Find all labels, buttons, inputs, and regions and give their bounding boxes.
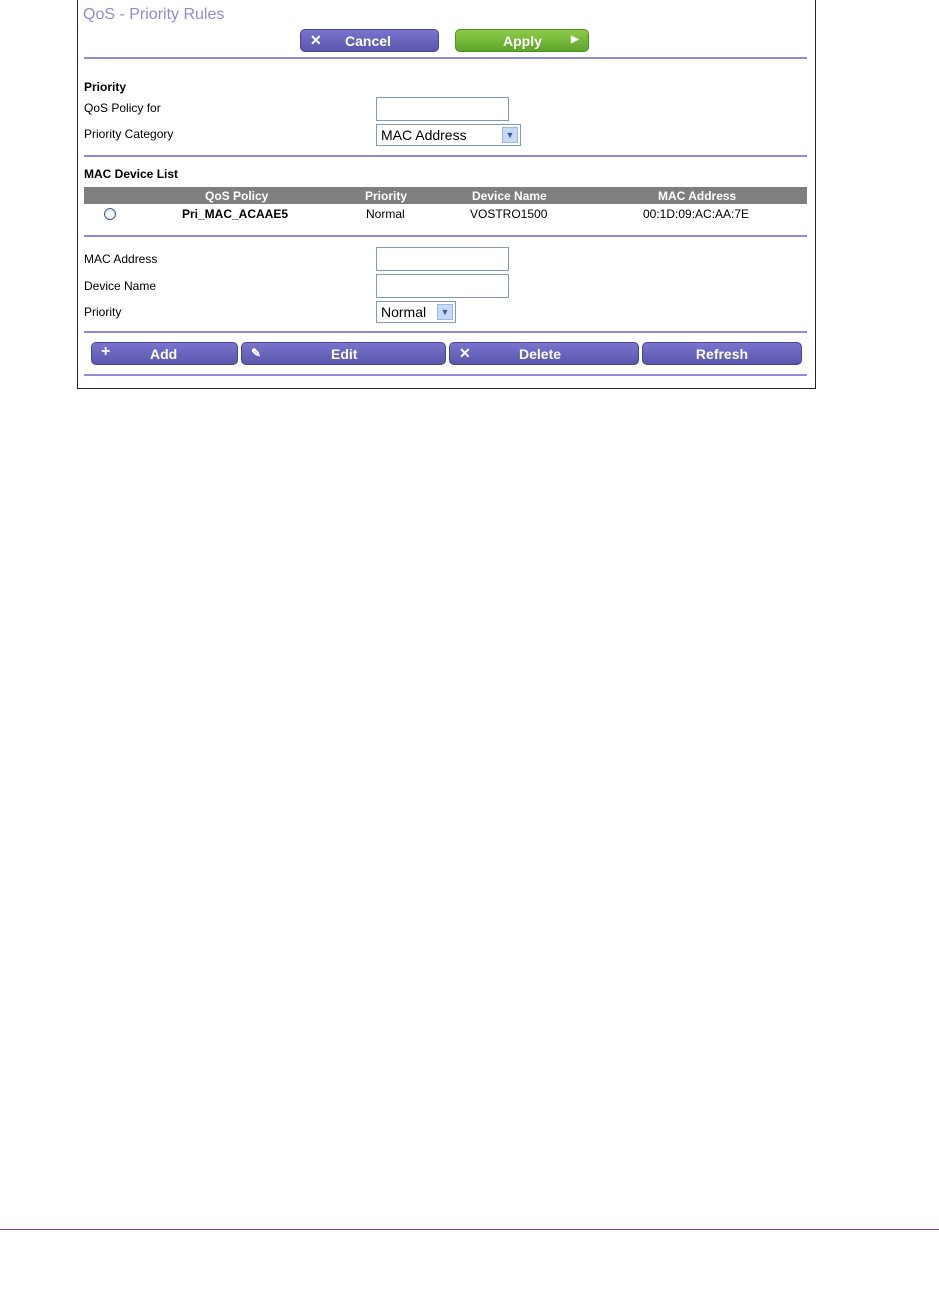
chevron-down-icon: ▼ xyxy=(437,304,453,320)
priority-value: Normal xyxy=(381,304,427,320)
plus-icon: + xyxy=(101,343,111,360)
priority-category-value: MAC Address xyxy=(381,127,467,143)
divider xyxy=(84,155,807,157)
delete-button[interactable] xyxy=(449,342,639,365)
qos-policy-label: QoS Policy for xyxy=(84,101,161,115)
apply-button-label: Apply xyxy=(503,33,542,49)
column-header: QoS Policy xyxy=(205,189,269,203)
priority-category-label: Priority Category xyxy=(84,127,174,141)
edit-button[interactable] xyxy=(241,342,446,365)
add-button[interactable] xyxy=(91,342,238,365)
apply-button[interactable] xyxy=(455,29,589,52)
page-footer-rule xyxy=(0,1229,939,1230)
chevron-down-icon: ▼ xyxy=(502,127,518,143)
row-mac-address: 00:1D:09:AC:AA:7E xyxy=(643,207,750,221)
divider xyxy=(84,374,807,376)
column-header: Device Name xyxy=(472,189,547,203)
play-arrow-icon: ▶ xyxy=(571,34,579,45)
priority-heading: Priority xyxy=(84,80,127,94)
row-qos-policy: Pri_MAC_ACAAE5 xyxy=(182,207,289,221)
device-name-input[interactable] xyxy=(376,274,509,298)
divider xyxy=(84,57,807,59)
qos-priority-rules-panel xyxy=(77,0,816,389)
priority-select[interactable] xyxy=(376,301,456,323)
refresh-button[interactable] xyxy=(642,342,802,365)
refresh-button-label: Refresh xyxy=(695,346,749,362)
mac-address-input[interactable] xyxy=(376,247,509,271)
add-button-label: Add xyxy=(150,346,178,362)
mac-address-label: MAC Address xyxy=(84,252,158,266)
priority-label: Priority xyxy=(84,305,122,319)
pencil-icon: ✎ xyxy=(251,346,262,360)
cancel-button[interactable] xyxy=(300,29,439,52)
qos-policy-input[interactable] xyxy=(376,97,509,121)
mac-device-list-heading: MAC Device List xyxy=(84,167,179,181)
column-header: Priority xyxy=(365,189,408,203)
divider xyxy=(84,235,807,237)
page-title: QoS - Priority Rules xyxy=(83,6,225,23)
delete-button-label: Delete xyxy=(519,346,562,362)
device-table-header xyxy=(84,187,807,204)
device-name-label: Device Name xyxy=(84,279,157,293)
column-header: MAC Address xyxy=(658,189,737,203)
row-device-name: VOSTRO1500 xyxy=(470,207,548,221)
close-icon: ✕ xyxy=(459,345,471,361)
priority-category-select[interactable] xyxy=(376,124,521,146)
cancel-button-label: Cancel xyxy=(345,33,391,49)
row-priority: Normal xyxy=(366,207,405,221)
edit-button-label: Edit xyxy=(331,346,358,362)
divider xyxy=(84,331,807,333)
close-icon: ✕ xyxy=(310,32,322,48)
table-row xyxy=(84,205,807,225)
row-select-radio[interactable] xyxy=(104,208,116,220)
